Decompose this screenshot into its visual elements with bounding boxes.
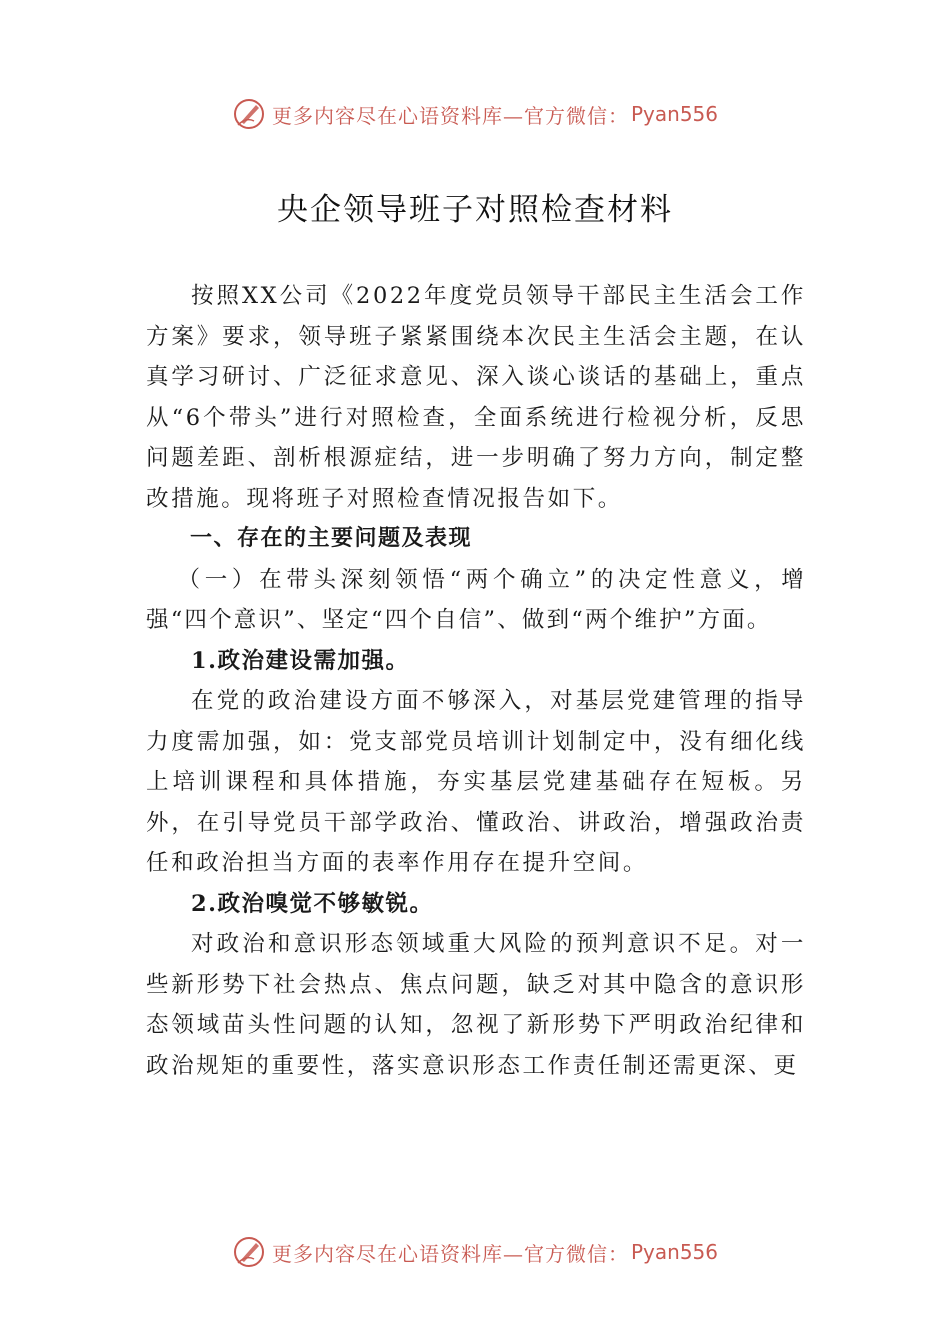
section-heading: 一、存在的主要问题及表现 bbox=[190, 526, 473, 551]
document-body bbox=[146, 276, 806, 1086]
pen-logo-icon bbox=[232, 97, 266, 131]
watermark-banner-top bbox=[0, 92, 950, 136]
item-heading: 2.政治嗅觉不够敏锐。 bbox=[191, 890, 434, 917]
document-title: 央企领导班子对照检查材料 bbox=[277, 192, 673, 228]
intro-paragraph: 按照XX公司《2022年度党员领导干部民主生活会工作方案》要求，领导班子紧紧围绕本次民主生活会主题，在认真学习研讨、广泛征求意见、深入谈心谈话的基础上，重点从“6个带头”进行对照检查，全面系统进行检视分析，反思问题差距、剖析根源症结，进一步明确了努力方向，制定整改措施。现将班子对照检查情况报告如下。 bbox=[146, 283, 806, 512]
watermark-banner-bottom bbox=[0, 1230, 950, 1274]
item-paragraph: 对政治和意识形态领域重大风险的预判意识不足。对一些新形势下社会热点、焦点问题，缺乏对其中隐含的意识形态领域苗头性问题的认知，忽视了新形势下严明政治纪律和政治规矩的重要性，落实意识形态工作责任制还需更深、更 bbox=[146, 931, 806, 1079]
subsection-heading: （一）在带头深刻领悟“两个确立”的决定性意义，增强“四个意识”、坚定“四个自信”、做到“两个维护”方面。 bbox=[146, 566, 806, 633]
watermark-wechat-id: Pyan556 bbox=[630, 102, 718, 126]
watermark-text: 更多内容尽在心语资料库—官方微信： bbox=[271, 1241, 629, 1266]
pen-logo-icon bbox=[232, 1235, 266, 1269]
item-heading: 1.政治建设需加强。 bbox=[191, 647, 410, 674]
item-paragraph: 在党的政治建设方面不够深入，对基层党建管理的指导力度需加强，如：党支部党员培训计划制定中，没有细化线上培训课程和具体措施，夯实基层党建基础存在短板。另外，在引导党员干部学政治、懂政治、讲政治，增强政治责任和政治担当方面的表率作用存在提升空间。 bbox=[146, 688, 806, 876]
watermark-wechat-id: Pyan556 bbox=[630, 1240, 718, 1264]
watermark-text: 更多内容尽在心语资料库—官方微信： bbox=[271, 103, 629, 128]
